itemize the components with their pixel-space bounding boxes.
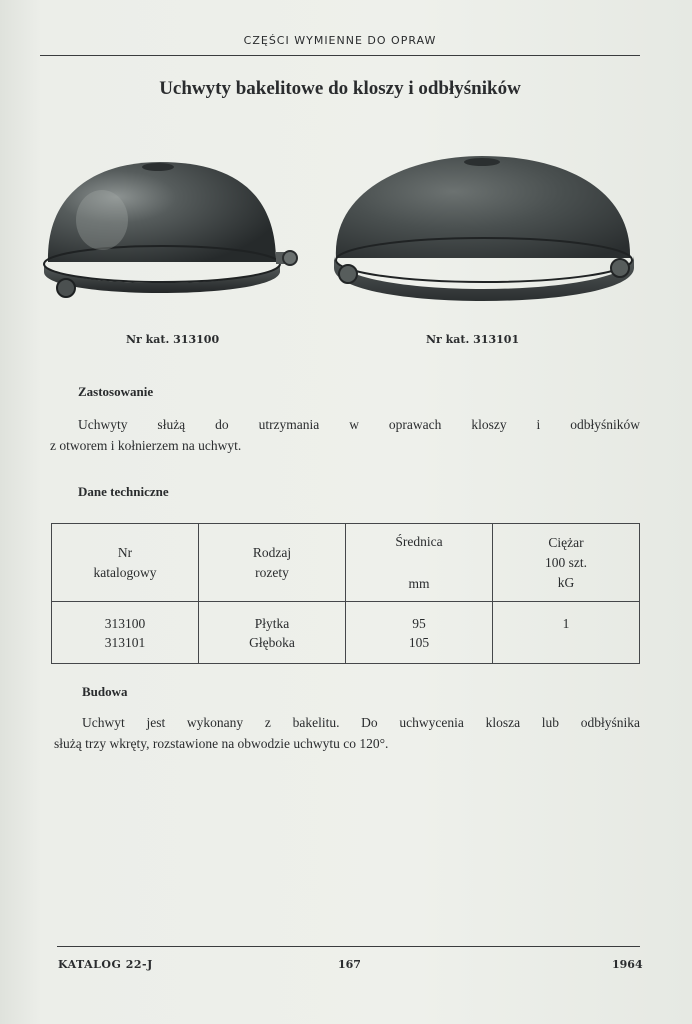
- header-rosette-type: [199, 524, 346, 602]
- header-text: rozety: [255, 564, 289, 580]
- header-text: Rodzaj: [252, 544, 292, 560]
- header-unit: mm: [408, 575, 430, 591]
- footer-year: 1964: [612, 958, 643, 971]
- cell-text: Głęboka: [249, 634, 295, 650]
- cell-text: Płytka: [254, 615, 290, 631]
- technical-data-table: [51, 523, 640, 664]
- paragraph-line: Uchwyty służą do utrzymania w oprawach kloszy i odbłyśników: [78, 417, 640, 432]
- table-row: [52, 602, 640, 664]
- cell-catalog-no: [52, 602, 199, 664]
- figure-caption-2: Nr kat. 313101: [426, 333, 520, 346]
- header-unit: kG: [557, 574, 575, 590]
- holder-photo-313101: [332, 150, 638, 320]
- cell-weight: [493, 602, 640, 664]
- header-text: katalogowy: [93, 564, 157, 580]
- section-heading-construction: Budowa: [82, 684, 128, 699]
- cell-text: 95: [412, 615, 426, 631]
- cell-diameter: [346, 602, 493, 664]
- footer-catalog-label: KATALOG 22-J: [58, 958, 153, 971]
- bakelite-holder-image: [332, 150, 638, 320]
- page-number: 167: [338, 958, 361, 971]
- header-text: Nr: [117, 544, 133, 560]
- header-rule: [40, 55, 640, 56]
- header-text: 100 szt.: [545, 554, 587, 570]
- paragraph-line: z otworem i kołnierzem na uchwyt.: [50, 438, 242, 453]
- footer-rule: [57, 946, 640, 947]
- cell-text: 313100: [104, 615, 146, 631]
- header-text: Ciężar: [548, 534, 584, 550]
- cell-text: 1: [562, 616, 570, 631]
- cell-rosette-type: [199, 602, 346, 664]
- running-head: CZĘŚCI WYMIENNE DO OPRAW: [243, 34, 437, 47]
- section-heading-application: Zastosowanie: [78, 384, 154, 399]
- construction-paragraph: [54, 712, 640, 754]
- figure-caption-1: Nr kat. 313100: [126, 333, 220, 346]
- holder-photo-313100: [40, 150, 302, 318]
- paragraph-line: służą trzy wkręty, rozstawione na obwodzie uchwytu co 120°.: [54, 736, 389, 751]
- header-catalog-no: [52, 524, 199, 602]
- header-diameter: [346, 524, 493, 602]
- bakelite-holder-image: [40, 150, 302, 318]
- cell-text: 313101: [104, 634, 146, 650]
- application-paragraph: [50, 414, 640, 456]
- header-weight: [493, 524, 640, 602]
- section-heading-technical: Dane techniczne: [78, 484, 169, 499]
- page-title: Uchwyty bakelitowe do kloszy i odbłyśników: [159, 78, 521, 99]
- table-header-row: [52, 524, 640, 602]
- cell-text: 105: [408, 634, 430, 650]
- paragraph-line: Uchwyt jest wykonany z bakelitu. Do uchwycenia klosza lub odbłyśnika: [82, 715, 640, 730]
- header-text: Średnica: [395, 533, 443, 549]
